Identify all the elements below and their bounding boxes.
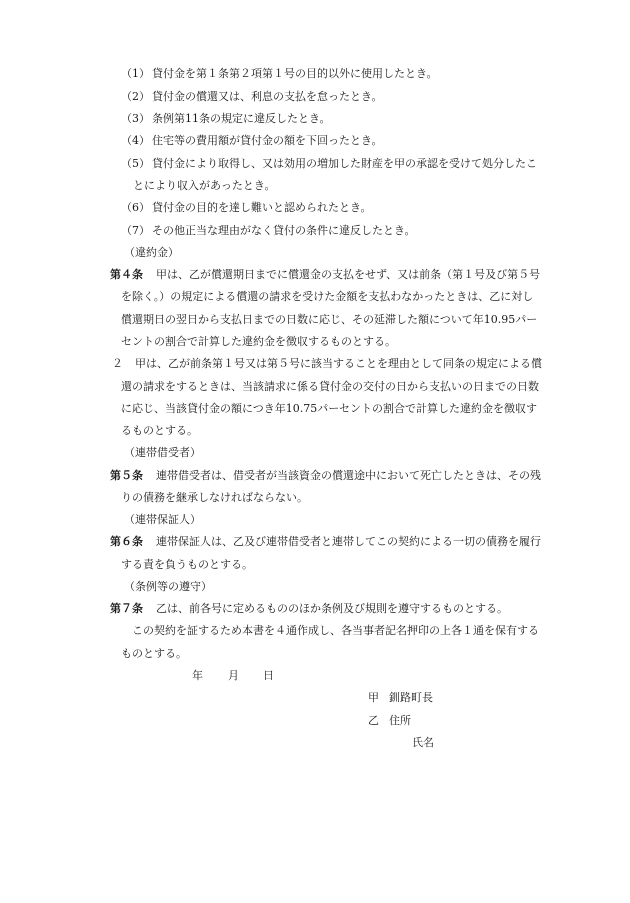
section-heading: （違約金）	[124, 246, 179, 259]
item-number: （5）	[121, 157, 150, 170]
section-heading: （条例等の遵守）	[124, 580, 212, 593]
article-line: 償還期日の翌日から支払日までの日数に応じ、その延滞した額について年10.95パー	[121, 313, 538, 326]
date-year: 年	[192, 669, 203, 682]
article-4	[110, 268, 540, 282]
article-text: 乙は、前各号に定めるもののほか条例及び規則を遵守するものとする。	[156, 602, 508, 615]
list-item	[121, 201, 372, 215]
item-text: 貸付金を第１条第２項第１号の目的以外に使用したとき。	[152, 67, 438, 80]
article-label: 第５条	[110, 469, 143, 482]
article-text: 甲は、乙が償還期日までに償還金の支払をせず、又は前条（第１号及び第５号	[156, 268, 541, 281]
list-item	[121, 224, 416, 238]
item-text: 住宅等の費用額が貸付金の額を下回ったとき。	[152, 134, 383, 147]
closing-statement: この契約を証するため本書を４通作成し、各当事者記名押印の上各１通を保有する	[132, 624, 539, 637]
section-heading: （連帯保証人）	[124, 513, 201, 526]
article-line: セントの割合で計算した違約金を徴収するものとする。	[121, 335, 396, 348]
item-continuation: とにより収入があったとき。	[133, 179, 276, 192]
article-5	[110, 469, 541, 483]
party-a-label: 甲	[368, 691, 379, 704]
closing-statement: ものとする。	[121, 647, 187, 660]
item-number: （1）	[121, 67, 150, 80]
item-number: （4）	[121, 134, 150, 147]
item-text: その他正当な理由がなく貸付の条件に違反したとき。	[152, 224, 416, 237]
paragraph-line: るものとする。	[121, 424, 198, 437]
article-6	[110, 535, 541, 549]
paragraph-2	[112, 357, 542, 371]
article-label: 第７条	[110, 602, 143, 615]
article-label: 第４条	[110, 268, 143, 281]
section-heading: （連帯借受者）	[124, 446, 201, 459]
item-number: （2）	[121, 90, 150, 103]
party-b	[368, 714, 411, 728]
article-text: 連帯保証人は、乙及び連帯借受者と連帯してこの契約による一切の債務を履行	[156, 535, 541, 548]
item-text: 貸付金により取得し、又は効用の増加した財産を甲の承認を受けて処分したこ	[152, 157, 537, 170]
article-7	[110, 602, 508, 616]
item-text: 条例第11条の規定に違反したとき。	[152, 112, 331, 125]
paragraph-line: に応じ、当該貸付金の額につき年10.75パーセントの割合で計算した違約金を徴収す	[121, 402, 538, 415]
article-line: を除く。）の規定による償還の請求を受けた金額を支払わなかったときは、乙に対し	[121, 290, 534, 303]
list-item	[121, 90, 383, 104]
item-text: 貸付金の償還又は、利息の支払を怠ったとき。	[152, 90, 383, 103]
list-item	[121, 157, 537, 171]
paragraph-text: 甲は、乙が前条第１号又は第５号に該当することを理由として同条の規定による償	[135, 357, 542, 370]
item-number: （6）	[121, 201, 150, 214]
item-number: （3）	[121, 112, 150, 125]
article-line: する責を負うものとする。	[121, 558, 253, 571]
party-b-label: 乙	[368, 714, 379, 727]
paragraph-line: 還の請求をするときは、当該請求に係る貸付金の交付の日から支払いの日までの日数	[121, 380, 539, 393]
article-label: 第６条	[110, 535, 143, 548]
party-b-address-label: 住所	[389, 714, 411, 727]
paragraph-label: ２	[112, 357, 123, 370]
party-b-name-label: 氏名	[412, 736, 434, 749]
list-item	[121, 134, 383, 148]
date-day: 日	[263, 669, 274, 682]
date-month: 月	[228, 669, 239, 682]
list-item	[121, 112, 331, 126]
article-text: 連帯借受者は、借受者が当該資金の償還途中において死亡したときは、その残	[156, 469, 541, 482]
article-line: りの債務を継承しなければならない。	[121, 491, 308, 504]
list-item	[121, 67, 438, 81]
item-number: （7）	[121, 224, 150, 237]
party-a-name: 釧路町長	[389, 691, 433, 704]
party-a	[368, 691, 433, 705]
item-text: 貸付金の目的を達し難いと認められたとき。	[152, 201, 372, 214]
